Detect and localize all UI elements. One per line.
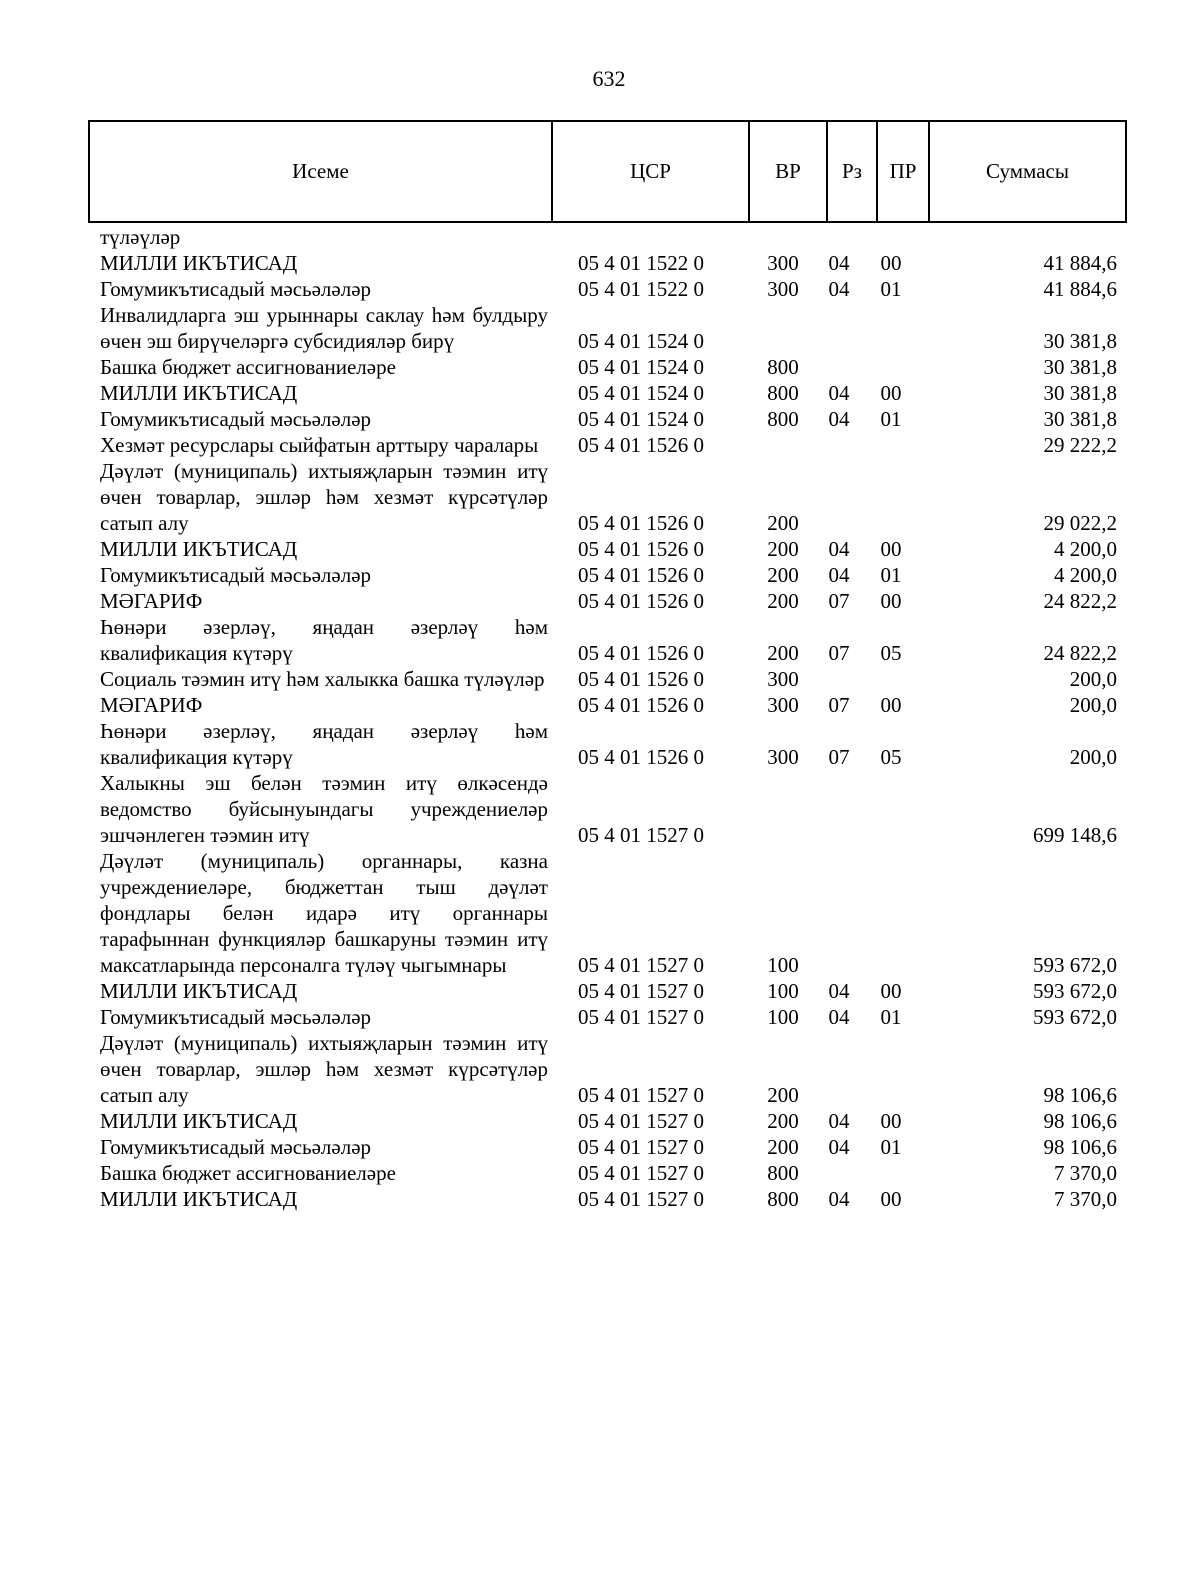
cell-pr: 00: [880, 381, 902, 405]
cell-rz: 04: [828, 979, 850, 1003]
cell-csr: 05 4 01 1526 0: [578, 511, 704, 535]
cell-pr: 00: [880, 979, 902, 1003]
cell-sum: 30 381,8: [1043, 381, 1117, 405]
cell-vr: 100: [767, 1005, 799, 1029]
cell-csr: 05 4 01 1524 0: [578, 381, 704, 405]
cell-csr: 05 4 01 1527 0: [578, 1109, 704, 1133]
table-row: [88, 978, 1127, 1004]
cell-sum: 29 022,2: [1043, 511, 1117, 535]
cell-csr: 05 4 01 1527 0: [578, 979, 704, 1003]
table-row: [88, 354, 1127, 380]
cell-csr: 05 4 01 1522 0: [578, 277, 704, 301]
table-row: [88, 1108, 1127, 1134]
cell-pr: 01: [880, 563, 902, 587]
cell-vr: 800: [767, 407, 799, 431]
cell-name: Башка бюджет ассигнованиеләре: [100, 1161, 396, 1185]
table-row: [88, 224, 1127, 250]
cell-vr: 200: [767, 1135, 799, 1159]
header-rz: Рз: [828, 122, 878, 221]
cell-vr: 800: [767, 1187, 799, 1211]
cell-vr: 300: [767, 251, 799, 275]
cell-rz: 04: [828, 537, 850, 561]
cell-rz: 04: [828, 407, 850, 431]
table-row: [88, 432, 1127, 458]
cell-vr: 200: [767, 1083, 799, 1107]
cell-pr: 00: [880, 537, 902, 561]
cell-sum: 7 370,0: [1054, 1187, 1117, 1211]
cell-name: Гомумикътисадый мәсьәләләр: [100, 407, 372, 431]
cell-sum: 4 200,0: [1054, 537, 1117, 561]
cell-name: Халыкны эш белән тәэмин итү өлкәсендә ведомство буйсынуындагы учреждениеләр эшчәнлеген тәэмин итү: [100, 771, 548, 847]
header-vr: ВР: [750, 122, 828, 221]
cell-csr: 05 4 01 1527 0: [578, 1161, 704, 1185]
cell-vr: 300: [767, 667, 799, 691]
cell-csr: 05 4 01 1527 0: [578, 1135, 704, 1159]
cell-pr: 00: [880, 693, 902, 717]
table-row: [88, 666, 1127, 692]
cell-sum: 200,0: [1069, 745, 1117, 769]
cell-csr: 05 4 01 1527 0: [578, 1083, 704, 1107]
page-number: 632: [592, 66, 626, 91]
cell-pr: 00: [880, 589, 902, 613]
cell-pr: 05: [880, 745, 902, 769]
table-row: [88, 562, 1127, 588]
cell-pr: 00: [880, 1187, 902, 1211]
cell-rz: 04: [828, 1109, 850, 1133]
header-name: Исеме: [90, 122, 553, 221]
cell-name: МИЛЛИ ИКЪТИСАД: [100, 381, 298, 405]
cell-vr: 300: [767, 277, 799, 301]
cell-csr: 05 4 01 1527 0: [578, 1005, 704, 1029]
cell-name: Хезмәт ресурслары сыйфатын арттыру чаралары: [100, 433, 539, 457]
cell-rz: 04: [828, 381, 850, 405]
cell-name: Гомумикътисадый мәсьәләләр: [100, 277, 372, 301]
cell-vr: 800: [767, 1161, 799, 1185]
table-row: [88, 1004, 1127, 1030]
table-row: [88, 848, 1127, 978]
cell-name: Гомумикътисадый мәсьәләләр: [100, 563, 372, 587]
cell-name: Инвалидларга эш урыннары саклау һәм булдыру өчен эш бирүчеләргә субсидияләр бирү: [100, 303, 548, 353]
cell-csr: 05 4 01 1524 0: [578, 355, 704, 379]
cell-rz: 07: [828, 641, 850, 665]
cell-sum: 593 672,0: [1033, 953, 1117, 977]
cell-rz: 04: [828, 1135, 850, 1159]
cell-csr: 05 4 01 1527 0: [578, 823, 704, 847]
cell-rz: 07: [828, 745, 850, 769]
cell-csr: 05 4 01 1526 0: [578, 433, 704, 457]
table-row: [88, 536, 1127, 562]
cell-rz: 04: [828, 1187, 850, 1211]
cell-name: Дәүләт (муниципаль) органнары, казна учреждениеләре, бюджеттан тыш дәүләт фондлары белән идарә итү органнары тарафыннан функцияләр башкаруны тәэмин итү максатларында персоналга түләү чыгымнары: [100, 849, 548, 977]
cell-sum: 24 822,2: [1043, 641, 1117, 665]
table-header: [88, 120, 1127, 223]
cell-name: МИЛЛИ ИКЪТИСАД: [100, 537, 298, 561]
cell-name: МИЛЛИ ИКЪТИСАД: [100, 979, 298, 1003]
table-row: [88, 458, 1127, 536]
cell-vr: 200: [767, 589, 799, 613]
cell-pr: 05: [880, 641, 902, 665]
header-csr: ЦСР: [553, 122, 750, 221]
cell-name: Гомумикътисадый мәсьәләләр: [100, 1135, 372, 1159]
cell-sum: 98 106,6: [1043, 1083, 1117, 1107]
cell-sum: 30 381,8: [1043, 355, 1117, 379]
table-row: [88, 1160, 1127, 1186]
cell-vr: 200: [767, 563, 799, 587]
cell-sum: 30 381,8: [1043, 407, 1117, 431]
cell-rz: 04: [828, 251, 850, 275]
header-sum: Суммасы: [986, 159, 1069, 183]
table-row: [88, 380, 1127, 406]
cell-name: Һөнәри әзерләү, яңадан әзерләү һәм квалификация күтәрү: [100, 719, 548, 769]
cell-csr: 05 4 01 1524 0: [578, 329, 704, 353]
table-row: [88, 1030, 1127, 1108]
table-row: [88, 250, 1127, 276]
cell-csr: 05 4 01 1524 0: [578, 407, 704, 431]
cell-sum: 7 370,0: [1054, 1161, 1117, 1185]
cell-name: Һөнәри әзерләү, яңадан әзерләү һәм квалификация күтәрү: [100, 615, 548, 665]
cell-pr: 01: [880, 407, 902, 431]
cell-sum: 30 381,8: [1043, 329, 1117, 353]
cell-csr: 05 4 01 1526 0: [578, 563, 704, 587]
cell-sum: 699 148,6: [1033, 823, 1117, 847]
cell-sum: 98 106,6: [1043, 1135, 1117, 1159]
cell-csr: 05 4 01 1526 0: [578, 641, 704, 665]
cell-name: МИЛЛИ ИКЪТИСАД: [100, 251, 298, 275]
cell-vr: 300: [767, 693, 799, 717]
cell-vr: 100: [767, 979, 799, 1003]
cell-vr: 200: [767, 511, 799, 535]
cell-pr: 01: [880, 1005, 902, 1029]
cell-rz: 07: [828, 693, 850, 717]
table-row: [88, 614, 1127, 666]
cell-name: Башка бюджет ассигнованиеләре: [100, 355, 396, 379]
cell-sum: 593 672,0: [1033, 1005, 1117, 1029]
cell-vr: 300: [767, 745, 799, 769]
cell-sum: 200,0: [1069, 667, 1117, 691]
table-row: [88, 718, 1127, 770]
cell-sum: 4 200,0: [1054, 563, 1117, 587]
cell-vr: 200: [767, 537, 799, 561]
cell-name: Дәүләт (муниципаль) ихтыяҗларын тәэмин итү өчен товарлар, эшләр һәм хезмәт күрсәтүләр сатып алу: [100, 459, 548, 535]
table-body: [88, 224, 1127, 1212]
cell-name: МИЛЛИ ИКЪТИСАД: [100, 1187, 298, 1211]
table-row: [88, 1186, 1127, 1212]
cell-vr: 200: [767, 641, 799, 665]
cell-csr: 05 4 01 1526 0: [578, 745, 704, 769]
cell-name: Гомумикътисадый мәсьәләләр: [100, 1005, 372, 1029]
cell-csr: 05 4 01 1526 0: [578, 589, 704, 613]
cell-name: Социаль тәэмин итү һәм халыкка башка түләүләр: [100, 667, 545, 691]
cell-vr: 800: [767, 355, 799, 379]
cell-vr: 800: [767, 381, 799, 405]
cell-rz: 04: [828, 1005, 850, 1029]
cell-name: Дәүләт (муниципаль) ихтыяҗларын тәэмин итү өчен товарлар, эшләр һәм хезмәт күрсәтүләр сатып алу: [100, 1031, 548, 1107]
header-pr: ПР: [878, 122, 930, 221]
cell-sum: 41 884,6: [1043, 277, 1117, 301]
table-row: [88, 692, 1127, 718]
cell-pr: 00: [880, 251, 902, 275]
cell-sum: 29 222,2: [1043, 433, 1117, 457]
table-row: [88, 302, 1127, 354]
cell-sum: 200,0: [1069, 693, 1117, 717]
cell-csr: 05 4 01 1526 0: [578, 667, 704, 691]
table-row: [88, 276, 1127, 302]
cell-pr: 01: [880, 1135, 902, 1159]
cell-vr: 200: [767, 1109, 799, 1133]
cell-name: МӘГАРИФ: [100, 589, 203, 613]
table-row: [88, 588, 1127, 614]
cell-name: түләүләр: [100, 225, 181, 249]
cell-rz: 04: [828, 277, 850, 301]
cell-name: МӘГАРИФ: [100, 693, 203, 717]
cell-sum: 98 106,6: [1043, 1109, 1117, 1133]
cell-rz: 07: [828, 589, 850, 613]
table-row: [88, 1134, 1127, 1160]
cell-csr: 05 4 01 1526 0: [578, 537, 704, 561]
cell-pr: 01: [880, 277, 902, 301]
cell-csr: 05 4 01 1527 0: [578, 953, 704, 977]
table-row: [88, 770, 1127, 848]
cell-name: МИЛЛИ ИКЪТИСАД: [100, 1109, 298, 1133]
cell-sum: 41 884,6: [1043, 251, 1117, 275]
cell-vr: 100: [767, 953, 799, 977]
cell-csr: 05 4 01 1526 0: [578, 693, 704, 717]
table-row: [88, 406, 1127, 432]
cell-rz: 04: [828, 563, 850, 587]
cell-sum: 593 672,0: [1033, 979, 1117, 1003]
cell-sum: 24 822,2: [1043, 589, 1117, 613]
cell-pr: 00: [880, 1109, 902, 1133]
cell-csr: 05 4 01 1527 0: [578, 1187, 704, 1211]
cell-csr: 05 4 01 1522 0: [578, 251, 704, 275]
